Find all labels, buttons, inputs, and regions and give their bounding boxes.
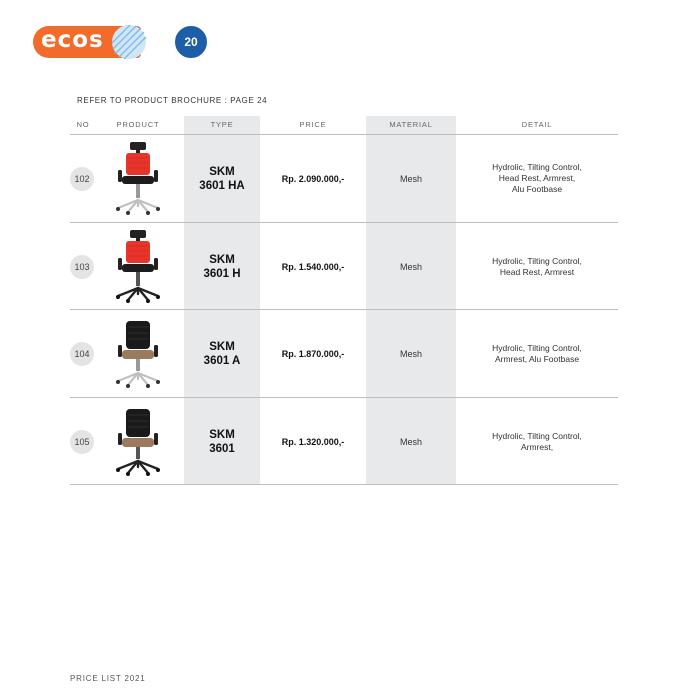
detail-cell: Hydrolic, Tilting Control, Head Rest, Armrest (492, 255, 582, 277)
header-no: NO (76, 120, 90, 129)
header-price: PRICE (299, 120, 327, 129)
price-cell: Rp. 1.540.000,- (281, 261, 345, 272)
type-cell: SKM 3601 HA (199, 165, 245, 192)
chair-red-headrest-black-base-icon (110, 228, 166, 306)
type-cell: SKM 3601 (209, 428, 235, 455)
table-row (70, 310, 618, 397)
globe-icon (111, 24, 147, 60)
material-cell: Mesh (399, 173, 422, 184)
detail-cell: Hydrolic, Tilting Control, Armrest, Alu Footbase (492, 342, 582, 364)
row-number: 105 (70, 430, 94, 454)
logo-text: ecos (41, 27, 104, 53)
header-type: TYPE (210, 120, 234, 129)
detail-cell: Hydrolic, Tilting Control, Head Rest, Armrest, Alu Footbase (492, 162, 582, 194)
ecos-logo (33, 24, 198, 60)
price-cell: Rp. 2.090.000,- (281, 173, 345, 184)
anniversary-badge: 20 (173, 24, 209, 60)
table-row (70, 135, 618, 222)
type-cell: SKM 3601 A (203, 340, 241, 367)
table-row (70, 398, 618, 485)
price-cell: Rp. 1.870.000,- (281, 348, 345, 359)
chair-black-alu-base-icon (110, 317, 166, 391)
row-number: 104 (70, 342, 94, 366)
header-detail: DETAIL (521, 120, 553, 129)
footer-price-list: PRICE LIST 2021 (70, 674, 146, 683)
brochure-reference: REFER TO PRODUCT BROCHURE : PAGE 24 (77, 96, 268, 105)
chair-black-black-base-icon (110, 405, 166, 479)
detail-cell: Hydrolic, Tilting Control, Armrest, (492, 430, 582, 452)
material-cell: Mesh (399, 261, 422, 272)
row-number: 102 (70, 167, 94, 191)
material-cell: Mesh (399, 348, 422, 359)
table-row (70, 223, 618, 310)
header-material: MATERIAL (389, 120, 433, 129)
header-product: PRODUCT (116, 120, 160, 129)
chair-red-headrest-icon (110, 140, 166, 218)
type-cell: SKM 3601 H (203, 253, 241, 280)
row-number: 103 (70, 255, 94, 279)
price-cell: Rp. 1.320.000,- (281, 436, 345, 447)
material-cell: Mesh (399, 436, 422, 447)
table-bottom-divider (70, 484, 618, 485)
